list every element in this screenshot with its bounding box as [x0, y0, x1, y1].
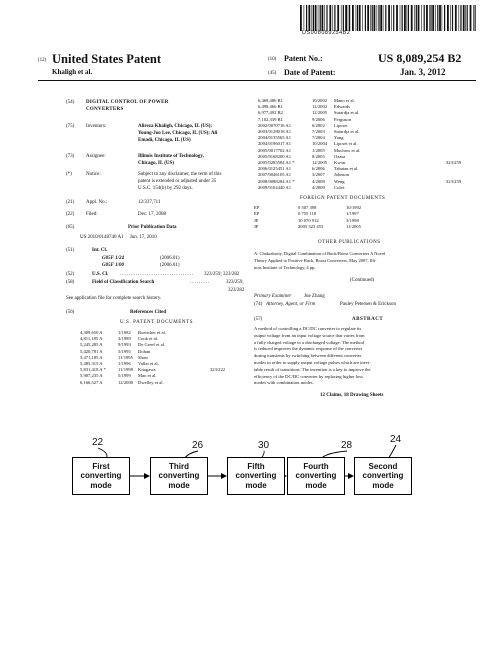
right-ref-name: Ferguson: [334, 116, 352, 122]
figure-ref-number: 26: [192, 440, 204, 451]
abstract-line: a fully charged voltage to a discharged voltage. The method: [254, 339, 364, 345]
right-ref-number: 2006/0125451 A1: [258, 166, 292, 172]
ref-name: Kitagawa: [138, 367, 156, 373]
claims-summary: 12 Claims, 18 Drawing Sheets: [320, 393, 384, 398]
us-cl-code: (52): [66, 272, 75, 277]
figure-ref-number: 28: [341, 440, 353, 451]
right-ref-date: 8/2005: [312, 153, 325, 159]
right-ref-number: 6,977,492 B2: [258, 110, 283, 116]
biblio-line: CONVERTERS: [86, 107, 124, 112]
refs-heading: References Cited: [130, 310, 167, 315]
other-pubs-heading: OTHER PUBLICATIONS: [318, 240, 381, 245]
abstract-line: efficiency of the DC/DC converter by replacing higher loss: [254, 373, 363, 379]
biblio-code: (73): [66, 154, 75, 159]
ref-number: 4,309,650 A: [80, 330, 103, 335]
us-cl-label: U.S. Cl.: [92, 272, 109, 277]
abstract-line: A method of controlling a DC/DC converter to regulate its: [254, 326, 362, 331]
foreign-number: 0 507 398: [298, 205, 317, 210]
doc-type-title: United States Patent: [52, 52, 162, 66]
right-ref-name: Sutardja et al.: [334, 110, 360, 116]
biblio-label: Notice:: [86, 172, 101, 177]
right-ref-date: 6/2006: [312, 166, 325, 172]
int-cl-class-1: G05F 1/24: [102, 256, 124, 261]
right-ref-number: 7,102,339 B1: [258, 116, 283, 122]
us-cl-dots: .................................: [120, 272, 195, 277]
mode-box-2: [150, 457, 208, 495]
foreign-heading: FOREIGN PATENT DOCUMENTS: [300, 196, 386, 201]
right-ref-name: Edwards: [334, 104, 351, 110]
biblio-line: Dec. 17, 2008: [138, 212, 167, 217]
ref-number: 5,245,285 A: [80, 342, 103, 348]
field-value-2: 323/282: [228, 288, 245, 293]
abstract-heading: ABSTRACT: [352, 317, 384, 322]
right-ref-number: 6,498,466 B1: [258, 104, 283, 110]
ref-name: Vallat et al.: [138, 361, 159, 366]
ref-date: 11/1995: [118, 354, 133, 360]
right-ref-name: Kwon: [334, 160, 346, 165]
biblio-line: Young-Joo Lee, Chicago, IL (US); Ali: [138, 131, 218, 136]
abstract-line: modes in order to supply output voltage pulses which are inevi-: [254, 360, 371, 365]
right-ref-date: 9/2006: [312, 116, 325, 122]
abstract-line: table result of transitions. The invention is a key to improve the: [254, 366, 371, 372]
int-cl-label: Int. Cl.: [92, 248, 108, 253]
biblio-line: patent is extended or adjusted under 35: [138, 179, 217, 184]
attorney-code: (74): [254, 302, 263, 307]
mode-box-label: First converting mode: [80, 461, 122, 490]
mode-box-5: [354, 457, 412, 495]
ref-number: 5,907,235 A: [80, 373, 103, 379]
right-ref-number: 2005/0285584 A1 *: [258, 160, 295, 165]
other-pub-line: Theory Applied to Positive Buck, Boost Converters, May 2007, Illi-: [254, 257, 377, 263]
patent-no-code: (10): [268, 57, 277, 62]
right-ref-date: 3/2007: [312, 172, 325, 178]
right-ref-number: 2004/0135565 A1: [258, 135, 292, 141]
primary-examiner: Jue Zhang: [304, 294, 325, 299]
foreign-country: JP: [254, 217, 259, 223]
attorney-name: Pauley Petersen & Erickson: [340, 302, 396, 307]
right-ref-date: 12/2005: [312, 110, 328, 116]
biblio-label: Filed:: [86, 212, 98, 217]
right-ref-date: 10/2004: [312, 141, 328, 147]
attorney-label: Attorney, Agent, or Firm: [266, 302, 316, 307]
mode-box-4: [287, 457, 345, 495]
ref-date: 1/1982: [118, 330, 131, 335]
abstract-code: (57): [254, 317, 263, 322]
ref-date: 1/1996: [118, 361, 131, 366]
biblio-line: DIGITAL CONTROL OF POWER: [86, 100, 169, 105]
ref-number: 4,811,185 A: [80, 336, 103, 342]
right-ref-name: Sutardja et al.: [334, 129, 360, 134]
right-ref-date: 12/2002: [312, 104, 328, 110]
ref-name: Mao et al.: [138, 373, 157, 379]
biblio-line: 12/337,711: [138, 200, 161, 205]
biblio-line: Subject to any disclaimer, the term of this: [138, 172, 222, 177]
biblio-line: U.S.C. 154(b) by 292 days.: [138, 186, 193, 191]
doc-type-code: (12): [38, 58, 47, 63]
ref-name: Shaw: [138, 354, 149, 360]
field-label: Field of Classification Search: [92, 280, 155, 285]
ref-date: 9/1993: [118, 342, 131, 348]
right-ref-number: 2009/0102440 A1: [258, 184, 292, 190]
right-ref-number: 2003/0128018 A1: [258, 129, 292, 134]
foreign-date: 11/2005: [346, 224, 361, 230]
figure-ref-number: 22: [92, 437, 104, 448]
int-cl-code: (51): [66, 248, 75, 253]
ref-date: 5/1999: [118, 373, 131, 379]
biblio-line: Chicago, IL (US): [138, 161, 174, 166]
right-ref-name: Tabaian et al.: [334, 166, 359, 172]
foreign-date: 3/1998: [346, 217, 359, 223]
right-ref-name: Mano et al.: [334, 98, 355, 103]
mode-box-1: [72, 457, 130, 495]
refs-code: (56): [66, 310, 75, 315]
int-cl-version-1: (2006.01): [160, 256, 180, 261]
ref-number: 5,420,781 A: [80, 348, 103, 354]
right-ref-date: 7/2004: [312, 135, 325, 141]
foreign-number: 0 755 118: [298, 211, 317, 217]
biblio-code: (*): [66, 172, 72, 177]
field-code: (58): [66, 280, 75, 285]
ref-date: 12/2000: [118, 379, 134, 385]
field-value: 323/259,: [226, 280, 244, 285]
right-ref-class: 323/259: [446, 178, 462, 184]
patent-no-label: Patent No.:: [284, 54, 323, 63]
biblio-label: Assignee:: [86, 154, 106, 159]
right-ref-date: 4/2008: [312, 178, 325, 184]
right-ref-date: 7/2003: [312, 129, 325, 134]
right-ref-date: 4/2009: [312, 184, 325, 190]
prior-pub-code: (65): [66, 225, 75, 230]
ref-number: 5,831,418 A *: [80, 367, 106, 373]
biblio-code: (75): [66, 124, 75, 129]
abstract-line: is reduced improves the dynamic response of the converter: [254, 346, 363, 352]
figure-ref-number: 24: [390, 434, 402, 445]
refs-subheading: U.S. PATENT DOCUMENTS: [120, 320, 194, 325]
right-ref-number: 2007/0046105 A1: [258, 172, 292, 178]
foreign-country: JP: [254, 224, 259, 230]
mode-box-3: [227, 457, 285, 495]
right-ref-date: 1/2005: [312, 147, 325, 153]
abstract-line: during transients by switching between different converter: [254, 353, 362, 359]
right-ref-number: 2005/0017702 A1: [258, 147, 292, 153]
ref-name: Dohan: [138, 348, 151, 354]
int-cl-class-2: G05F 1/00: [102, 263, 124, 268]
right-ref-number: 2002/0070716 A1: [258, 122, 292, 128]
ref-name: Cook et al.: [138, 336, 159, 342]
right-ref-name: Ozasa: [334, 153, 346, 159]
mode-box-label: Fifth converting mode: [235, 461, 277, 490]
right-ref-number: 6,469,486 B1: [258, 98, 283, 103]
int-cl-version-2: (2006.01): [160, 263, 180, 268]
right-ref-number: 2004/0196017 A1: [258, 141, 292, 147]
ref-name: Dwelley et al.: [138, 379, 164, 385]
other-pubs-continued: (Continued): [350, 278, 375, 283]
mode-box-label: Second converting mode: [362, 461, 404, 490]
biblio-label: Appl. No.:: [86, 200, 108, 205]
foreign-date: 1/1997: [346, 211, 359, 217]
right-ref-name: Lipcsei: [334, 122, 348, 128]
right-ref-name: Yang: [334, 135, 344, 141]
ref-date: 5/1995: [118, 348, 131, 354]
foreign-number: 2005 323 455: [298, 224, 324, 230]
patent-number: US 8,089,254 B2: [378, 51, 462, 65]
right-ref-name: Coles: [334, 184, 345, 190]
biblio-line: Illinois Institute of Technology,: [138, 154, 204, 159]
ref-date: 11/1998: [118, 367, 133, 373]
biblio-code: (54): [66, 100, 75, 105]
biblio-label: Inventors:: [86, 124, 107, 129]
primary-examiner-label: Primary Examiner: [254, 294, 292, 299]
right-ref-name: Weng: [334, 178, 345, 184]
figure-ref-number: 30: [258, 440, 270, 451]
field-dots: .........: [190, 280, 211, 285]
date-label: Date of Patent:: [284, 68, 336, 77]
barcode-text: US008089254B2: [302, 30, 351, 36]
right-ref-name: Muchow et al.: [334, 147, 361, 153]
date-code: (45): [268, 71, 277, 76]
ref-name: De Greef et al.: [138, 342, 166, 348]
right-ref-class: 323/259: [446, 160, 462, 165]
right-ref-name: Johnson: [334, 172, 350, 178]
right-ref-date: 10/2002: [312, 98, 328, 103]
abstract-line: modes with combination modes.: [254, 380, 314, 386]
ref-name: Boettcher et al.: [138, 330, 166, 335]
foreign-country: EP: [254, 211, 260, 217]
ref-number: 5,485,315 A: [80, 361, 103, 366]
inventor-short: Khaligh et al.: [52, 68, 93, 76]
prior-pub-heading: Prior Publication Data: [128, 225, 177, 230]
biblio-line: Alireza Khaligh, Chicago, IL (US);: [138, 124, 213, 129]
right-ref-date: 12/2005: [312, 160, 328, 165]
prior-pub-entry: US 2010/0148740 A1 Jun. 17, 2010: [80, 235, 157, 240]
right-ref-number: 2005/0168200 A1: [258, 153, 292, 159]
ref-date: 3/1989: [118, 336, 131, 342]
mode-box-label: Third converting mode: [158, 461, 200, 490]
ref-number: 6,166,527 A: [80, 379, 103, 385]
ref-class: 323/222: [210, 367, 226, 373]
patent-date: Jan. 3, 2012: [400, 67, 446, 77]
foreign-number: 10 070 912: [298, 217, 319, 223]
see-application: See application file for complete search history.: [66, 296, 162, 301]
biblio-code: (21): [66, 200, 75, 205]
biblio-code: (22): [66, 212, 75, 217]
ref-number: 5,471,185 A: [80, 354, 103, 360]
right-ref-name: Lipcsei et al.: [334, 141, 358, 147]
mode-box-label: Fourth converting mode: [295, 461, 337, 490]
other-pub-line: nois Institute of Technology, 4 pp.: [254, 264, 316, 270]
right-ref-number: 2008/0088284 A1 *: [258, 178, 295, 184]
us-cl-value: 323/259; 323/282: [204, 272, 240, 277]
foreign-country: EP: [254, 205, 260, 210]
right-ref-date: 6/2002: [312, 122, 325, 128]
abstract-line: output voltage from an input voltage source that varies from: [254, 332, 365, 338]
foreign-date: 10/1992: [346, 205, 362, 210]
biblio-line: Emadi, Chicago, IL (US): [138, 138, 191, 143]
other-pub-line: A. Chakraborty, Digital Combination of Buck/Boost Converters A Novel: [254, 251, 386, 256]
